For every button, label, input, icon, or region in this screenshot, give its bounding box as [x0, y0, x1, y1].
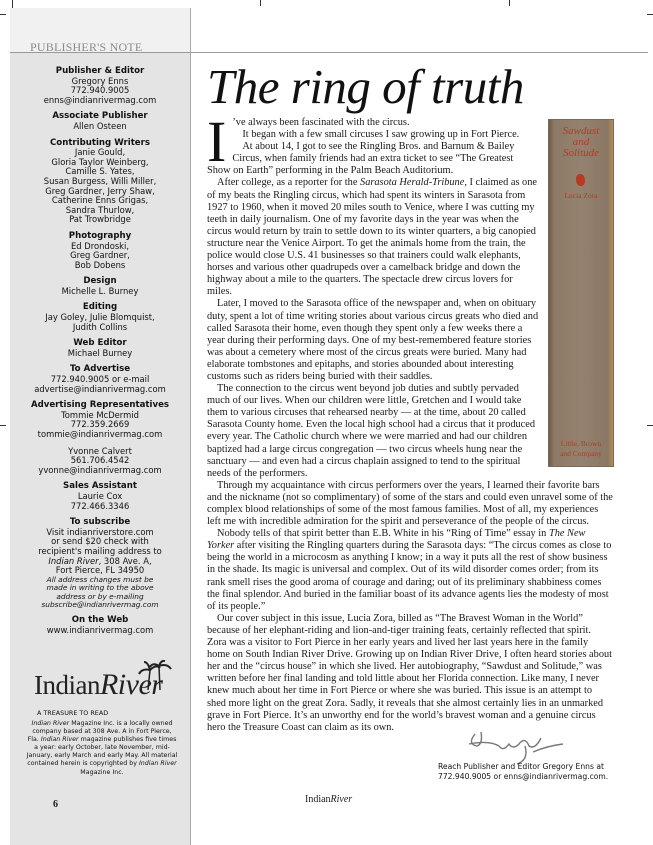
- masthead-block: [18, 482, 182, 511]
- masthead-heading: Advertising Representatives: [30, 400, 170, 411]
- masthead-heading: On the Web: [71, 615, 129, 626]
- masthead-heading: To subscribe: [69, 517, 131, 528]
- page-number: 6: [53, 799, 58, 810]
- masthead-line: Gregory Enns: [71, 75, 129, 86]
- masthead-line: Pat Trowbridge: [69, 214, 131, 225]
- masthead-line: tommie@indianrivermag.com: [37, 429, 163, 439]
- masthead-line: Michelle L. Burney: [61, 285, 139, 296]
- masthead-line: Visit indianriverstore.com: [46, 526, 154, 537]
- masthead-line: enns@indianrivermag.com: [43, 94, 157, 105]
- masthead-block: [18, 303, 182, 332]
- masthead-line: Greg Gardner, Jerry Shaw,: [45, 185, 155, 196]
- masthead-heading: Sales Assistant: [63, 481, 137, 492]
- masthead-note: subscribe@indianrivermag.com: [41, 599, 159, 609]
- crop-mark: [0, 425, 6, 426]
- masthead-line: or send $20 check with: [51, 536, 149, 547]
- masthead-block: [18, 401, 182, 439]
- masthead-block: [18, 518, 182, 609]
- masthead-line: Fort Pierce, FL 34950: [55, 565, 145, 576]
- article-title: The ring of truth: [207, 59, 524, 114]
- signature: [455, 726, 565, 766]
- masthead-line: recipient's mailing address to: [38, 545, 162, 556]
- book-emblem-icon: [576, 174, 585, 186]
- masthead-line: www.indianrivermag.com: [46, 624, 154, 635]
- paragraph: After college, as a reporter for the Sarasota Herald-Tribune, I claimed as one of my beats the Ringling circus, which had spent its winters in Sarasota from 1927 to 1960, when it moved 20 miles south to Venice, where I was cutting my teeth in daily journalism. One of my favorite days in the year was when the circus would return by train to settle down to its winter quarters, a big canopied structure near the Venice Airport. To get the animals home from the train, the police would close U.S. 41 businesses so that trainers could walk elephants, horses and various other quadrupeds over a camelback bridge and down the highway about a mile to the quarters. The spectacle drew circus lovers for miles.: [207, 177, 537, 298]
- masthead-heading: Publisher & Editor: [55, 66, 145, 76]
- signature-caption: [438, 762, 608, 782]
- caption-line: 772.940.9005 or enns@indianrivermag.com.: [438, 772, 609, 781]
- masthead-line: Tommie McDermid: [61, 409, 139, 420]
- indian-river-logo: [34, 660, 174, 704]
- paragraph: Later, I moved to the Sarasota office of the newspaper and, when on obituary duty, spent a lot of time writing stories about various circus greats who died and called Sarasota their home, even though they spent only a few weeks there a year during their performing days. One of my best-remembered feature stories was about a cemetery where most of the circus greats were buried. Many had elaborate tombstones and epitaphs, and stories abounded about interesting customs such as riders being buried with their saddles.: [207, 298, 539, 382]
- article-body: [207, 109, 613, 734]
- masthead-heading: Associate Publisher: [52, 111, 148, 122]
- masthead-line: Michael Burney: [67, 347, 133, 358]
- masthead-heading: Editing: [82, 302, 118, 313]
- masthead-line: 772.466.3346: [70, 500, 130, 511]
- book-author: Lucia Zora: [564, 191, 598, 200]
- crop-mark: [647, 425, 653, 426]
- book-publisher: and Company: [560, 449, 602, 458]
- crop-mark: [0, 14, 6, 15]
- masthead-address: Indian River, 308 Ave. A,: [48, 555, 152, 566]
- masthead-note: All address changes must be: [46, 574, 154, 584]
- palm-tree-icon: [138, 660, 172, 690]
- masthead-block: [18, 277, 182, 296]
- paragraph: It began with a few small circuses I saw growing up in Fort Pierce.: [242, 129, 520, 141]
- masthead-block: [18, 365, 182, 394]
- masthead-line: Judith Collins: [72, 321, 128, 332]
- masthead-line: Laurie Cox: [77, 490, 123, 501]
- drop-cap: I: [207, 109, 227, 174]
- masthead-block: [18, 139, 182, 225]
- paragraph: At about 14, I got to see the Ringling Bros. and Barnum & Bailey Circus, when family friends had an extra ticket to see “The Greatest Show on Earth” performing in the Palm Beach Auditorium.: [207, 141, 515, 177]
- crop-mark: [260, 0, 261, 6]
- masthead-line: 772.940.9005: [70, 85, 130, 96]
- masthead-line: Jay Goley, Julie Blomquist,: [45, 312, 155, 323]
- section-label: PUBLISHER'S NOTE: [30, 40, 143, 54]
- logo-tagline: A TREASURE TO READ: [37, 709, 109, 717]
- masthead-block: [18, 447, 182, 476]
- masthead-note: address or by e-mailing: [56, 591, 144, 601]
- publication-info: Indian River Magazine Inc. is a locally owned company based at 308 Ave. A in Fort Pierce, Fla. Indian River magazine publishes five times a year: early October, late November, mid-January, early March and early May. All material contained herein is copyrighted by Indian River Magazine Inc.: [26, 720, 178, 776]
- paragraph: Through my acquaintance with circus performers over the years, I learned their favorite bars and the nickname (not so complimentary) of some of the stars and could even unravel some of the complex blood relationships of some of the most famous families. Most of all, my experiences left me with incredible admiration for the spirit and perseverance of the people of the circus.: [207, 479, 613, 528]
- masthead-line: Camille S. Yates,: [65, 166, 135, 177]
- book-publisher: Little, Brown: [560, 439, 602, 448]
- masthead-heading: Contributing Writers: [49, 137, 150, 148]
- masthead-heading: Photography: [68, 230, 132, 241]
- masthead-heading: Design: [83, 276, 117, 287]
- masthead-line: Allen Osteen: [73, 120, 127, 131]
- masthead-line: 561.706.4542: [70, 455, 130, 466]
- logo-wordmark: IndianRiver: [34, 668, 163, 701]
- masthead-line: advertise@indianrivermag.com: [34, 383, 166, 394]
- masthead-line: Yvonne Calvert: [68, 445, 132, 456]
- masthead-line: Ed Drondoski,: [70, 240, 130, 251]
- crop-mark: [509, 0, 510, 6]
- footer-logo: IndianRiver: [305, 794, 353, 805]
- masthead-line: yvonne@indianrivermag.com: [38, 464, 162, 475]
- caption-line: Reach Publisher and Editor Gregory Enns at: [438, 762, 604, 771]
- book-spine-photo: [549, 120, 613, 466]
- crop-mark: [647, 14, 653, 15]
- masthead-block: [18, 616, 182, 635]
- masthead-line: Janie Gould,: [74, 147, 126, 158]
- masthead-heading: To Advertise: [69, 364, 131, 375]
- masthead-line: Sandra Thurlow,: [65, 204, 135, 215]
- book-title: and: [572, 136, 590, 148]
- masthead-block: [18, 339, 182, 358]
- paragraph: ’ve always been fascinated with the circus.: [232, 117, 410, 128]
- masthead: [18, 67, 182, 643]
- crop-mark: [12, 0, 13, 8]
- masthead-line: Susan Burgess, Willi Miller,: [43, 175, 157, 186]
- masthead-block: [18, 232, 182, 270]
- masthead-block: [18, 67, 182, 105]
- book-title: Solitude: [562, 147, 600, 159]
- paragraph: The connection to the circus went beyond job duties and subtly pervaded much of our lives. When our children were little, Gretchen and I would take them to various circuses that rehearsed nearby — at the time, about 20 called Sarasota County home. Even the local high school had a circus that it produced every year. The Catholic church where we were married and had our children baptized had a large circus congregation — two circus wheels hung near the sanctuary — and even had a circus chaplain assigned to tend to the spiritual needs of the performers.: [207, 383, 536, 479]
- masthead-block: [18, 112, 182, 131]
- masthead-line: Catherine Enns Grigas,: [51, 195, 149, 206]
- masthead-line: 772.940.9005 or e-mail: [50, 374, 150, 385]
- masthead-line: Gloria Taylor Weinberg,: [51, 156, 149, 167]
- book-title: Sawdust: [562, 125, 600, 137]
- masthead-note: made in writing to the above: [46, 583, 154, 593]
- masthead-line: Bob Dobens: [74, 259, 126, 270]
- masthead-line: 772.359.2669: [70, 419, 130, 430]
- paragraph: Our cover subject in this issue, Lucia Zora, billed as “The Bravest Woman in the World” because of her elephant-riding and lion-and-tiger training feats, certainly reflected that spirit. Zora was a visitor to Fort Pierce in her early years and lived her last years here in the family home on South Indian River Drive. Growing up on Indian River Drive, I often heard stories about her and the “circus house” in which she lived. Her autobiography, “Sawdust and Solitude,” was written before her final landing and told little about her Florida connection. Like many, I never knew much about her time in Fort Pierce or where she was buried. This issue is an attempt to shed more light on the great Zora. Sadly, it reveals that she almost certainly lies in an unmarked grave in Fort Pierce. It’s an unworthy end for the world’s bravest woman and a genuine circus hero the Treasure Coast can claim as its own.: [207, 612, 613, 733]
- masthead-heading: Web Editor: [73, 338, 127, 349]
- masthead-line: Greg Gardner,: [70, 250, 130, 261]
- paragraph: Nobody tells of that spirit better than E.B. White in his “Ring of Time” essay in The New Yorker after visiting the Ringling quarters during the Sarasota days: “The circus comes as close to being the world in a microcosm as anything I know; in a way it puts all the rest of show business in the shade. Its magic is universal and complex. Out of its wild disorder comes order; from its rank smell rises the good aroma of courage and daring; out of its preliminary shabbiness comes the final splendor. And buried in the familiar boast of its advance agents lies the modesty of most of its people.”: [207, 528, 612, 612]
